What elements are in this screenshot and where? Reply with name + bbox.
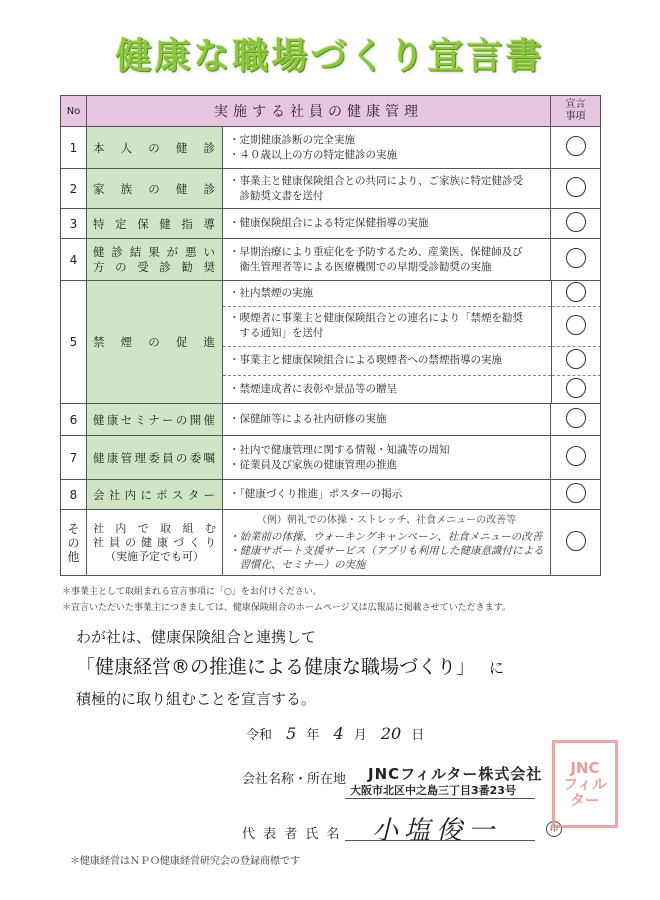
check-circle[interactable] xyxy=(566,446,586,466)
row-number: 5 xyxy=(61,281,87,404)
representative-name[interactable]: 小塩俊一 xyxy=(372,816,501,846)
header-check: 宣言 事項 xyxy=(551,96,601,127)
address-underline xyxy=(345,798,535,799)
row-number: 6 xyxy=(61,404,87,436)
check-circle[interactable] xyxy=(566,378,586,398)
check-circle[interactable] xyxy=(566,248,586,268)
row-item xyxy=(87,169,223,209)
check-cell[interactable] xyxy=(551,169,601,209)
table-row xyxy=(61,239,601,281)
date-year[interactable]: 5 xyxy=(286,724,297,743)
check-circle[interactable] xyxy=(566,408,586,428)
row-contents: ・早期治療により重症化を予防するため、産業医、保健師及び 衛生管理者等による医療機関での早期受診勧奨の実施 xyxy=(223,239,551,281)
header-no: No xyxy=(61,96,87,127)
row-item-label: 会 社 内 に ポ ス タ ー xyxy=(93,487,216,502)
sub-row: ・喫煙者に事業主と健康保険組合との連名により「禁煙を勧奨 する通知」を送付 xyxy=(223,306,601,346)
row-item-label: 本 人 の 健 診 xyxy=(93,140,216,155)
table-row xyxy=(61,169,601,209)
check-cell[interactable] xyxy=(551,404,601,436)
check-cell[interactable] xyxy=(551,239,601,281)
row-item-label: 特 定 保 健 指 導 xyxy=(93,216,216,231)
smoking-subrows xyxy=(223,281,601,404)
note-1: ＊事業主として取組まれる宣言事項に「○」をお付けください。 xyxy=(62,587,322,597)
row-item xyxy=(87,127,223,169)
row-item xyxy=(87,239,223,281)
table-row xyxy=(61,480,601,510)
row-item xyxy=(87,480,223,510)
row-item-label: 健 康 管 理 委 員 の 委 嘱 xyxy=(93,450,216,465)
row-number: 7 xyxy=(61,436,87,480)
header-title: 実施する社員の健康管理 xyxy=(87,96,551,127)
table-row xyxy=(61,127,601,169)
check-cell[interactable] xyxy=(551,209,601,239)
row-number: 3 xyxy=(61,209,87,239)
declaration-table xyxy=(60,95,601,576)
table-row xyxy=(61,436,601,480)
row-item-label: 健 康 セ ミ ナ ー の 開 催 xyxy=(93,412,216,427)
seal-mark-icon: 印 xyxy=(546,821,562,837)
row-item xyxy=(87,281,223,404)
declaration-line-3: 積極的に取り組むことを宣言する。 xyxy=(76,690,317,708)
row-item xyxy=(87,209,223,239)
row-contents: ・「健康づくり推進」ポスターの掲示 xyxy=(223,480,551,510)
row-item-label-2: 方 の 受 診 勧 奨 xyxy=(93,259,216,274)
check-cell[interactable] xyxy=(551,436,601,480)
other-handwritten-3: 習慣化、セミナー）の実施 xyxy=(229,559,366,571)
representative-underline xyxy=(345,840,535,841)
other-item-label-2: 社 員 の 健 康 づ く り xyxy=(93,535,216,549)
table-row xyxy=(61,281,601,404)
row-contents: ・定期健康診断の完全実施 ・４０歳以上の方の特定健診の実施 xyxy=(223,127,551,169)
check-circle[interactable] xyxy=(566,212,586,232)
row-number: 2 xyxy=(61,169,87,209)
row-item-label-1: 健 診 結 果 が 悪 い xyxy=(93,244,216,259)
row-item xyxy=(87,436,223,480)
other-contents[interactable] xyxy=(223,510,551,576)
check-cell[interactable] xyxy=(551,510,601,576)
representative-label: 代 表 者 氏 名 xyxy=(242,827,342,842)
sub-row: ・禁煙達成者に表彰や景品等の贈呈 xyxy=(223,375,601,403)
other-number: そ の 他 xyxy=(61,510,87,576)
table-row-other xyxy=(61,510,601,576)
sub-row: ・社内禁煙の実施 xyxy=(223,281,601,306)
footer-note: ＊健康経営はＮＰＯ健康経営研究会の登録商標です xyxy=(70,856,300,867)
company-name[interactable]: JNCフィルター株式会社 xyxy=(368,765,543,783)
check-circle[interactable] xyxy=(566,315,586,335)
date-month[interactable]: 4 xyxy=(333,724,344,743)
smoking-subtable xyxy=(223,281,601,403)
table-row xyxy=(61,209,601,239)
declaration-line-1: わが社は、健康保険組合と連携して xyxy=(76,628,317,646)
company-label: 会社名称・所在地 xyxy=(242,772,347,787)
row-item-label: 家 族 の 健 診 xyxy=(93,181,216,196)
date-day[interactable]: 20 xyxy=(380,724,402,743)
row-number: 4 xyxy=(61,239,87,281)
row-item-label: 禁 煙 の 促 進 xyxy=(93,335,216,349)
other-item: 社 内 で 取 組 む 社 員 の 健 康 づ く り （実施予定でも可） xyxy=(87,510,223,576)
company-seal-stamp: JNC フィル ター xyxy=(552,740,618,828)
check-circle[interactable] xyxy=(566,349,586,369)
company-address[interactable]: 大阪市北区中之島三丁目3番23号 xyxy=(350,784,516,797)
row-number: 8 xyxy=(61,480,87,510)
check-circle[interactable] xyxy=(566,483,586,503)
other-item-label-1: 社 内 で 取 組 む xyxy=(93,521,216,535)
check-cell[interactable] xyxy=(551,480,601,510)
page-title: 健康な職場づくり宣言書 xyxy=(115,36,545,77)
check-cell[interactable] xyxy=(551,127,601,169)
row-item xyxy=(87,404,223,436)
row-contents: ・事業主と健康保険組合との共同により、ご家族に特定健診受 診勧奨文書を送付 xyxy=(223,169,551,209)
check-circle[interactable] xyxy=(566,177,586,197)
other-handwritten-1: ・始業前の体操、ウォーキングキャンペーン、社食メニューの改善 xyxy=(229,531,543,543)
note-2: ＊宣言いただいた事業主につきましては、健康保険組合のホームページ又は広報誌に掲載させていただきます。 xyxy=(62,603,511,613)
other-example: （例）朝礼での体操・ストレッチ、社食メニューの改善等 xyxy=(256,515,517,526)
sub-row: ・事業主と健康保険組合による喫煙者への禁煙指導の実施 xyxy=(223,346,601,375)
check-circle[interactable] xyxy=(566,136,586,156)
row-contents: ・健康保険組合による特定保健指導の実施 xyxy=(223,209,551,239)
check-circle[interactable] xyxy=(566,531,586,551)
row-number: 1 xyxy=(61,127,87,169)
date-row: 令和 5 年 4 月 20 日 xyxy=(246,724,425,743)
row-contents: ・保健師等による社内研修の実施 xyxy=(223,404,551,436)
check-circle[interactable] xyxy=(566,282,586,302)
table-header-row xyxy=(61,96,601,127)
row-contents: ・社内で健康管理に関する情報・知識等の周知 ・従業員及び家族の健康管理の推進 xyxy=(223,436,551,480)
table-row xyxy=(61,404,601,436)
other-handwritten-2: ・健康サポート支援サービス（アプリも利用した健康意識付による xyxy=(229,545,544,557)
declaration-line-2: 「健康経営®の推進による健康な職場づくり」 に xyxy=(76,656,505,678)
